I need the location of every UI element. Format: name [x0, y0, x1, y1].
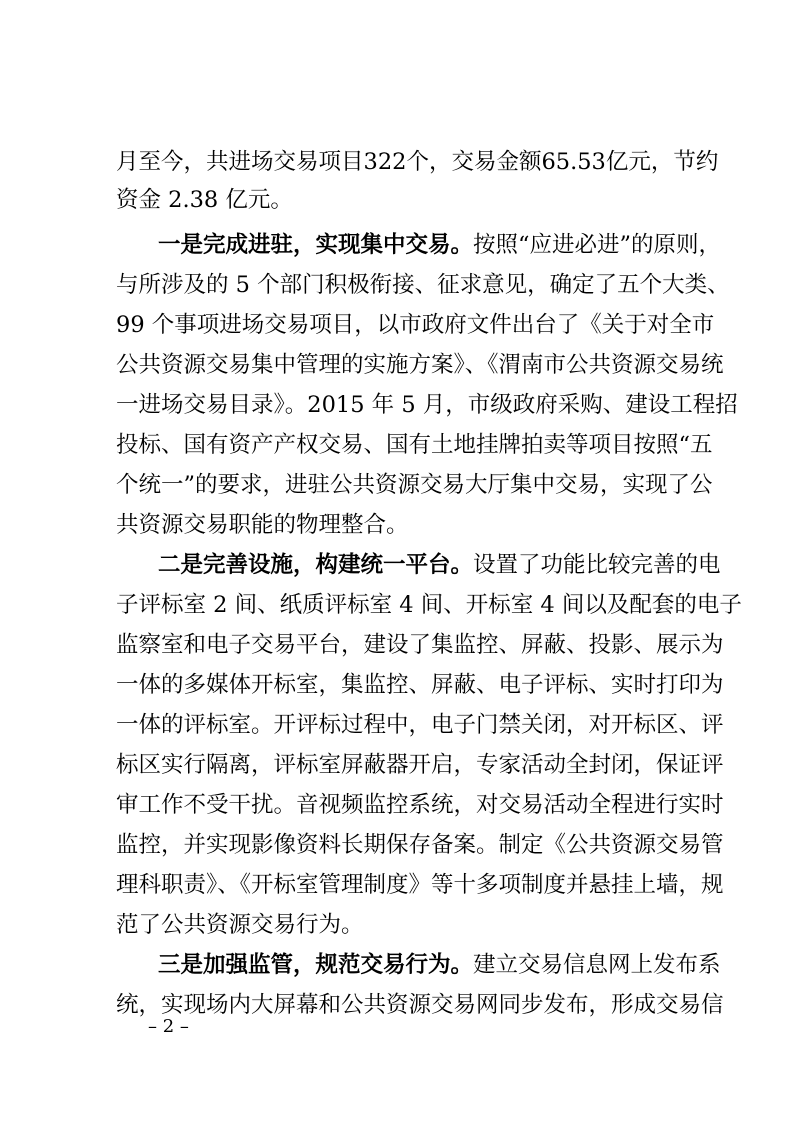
paragraph-line: 个统一”的要求，进驻公共资源交易大厅集中交易，实现了公 [116, 472, 713, 498]
paragraph-line: 月至今，共进场交易项目322个，交易金额65.53亿元，节约 [116, 149, 719, 175]
page-number: – 2 – [148, 1016, 189, 1037]
paragraph-line: 子评标室 2 间、纸质评标室 4 间、开标室 4 间以及配套的电子 [116, 592, 742, 618]
paragraph-line [158, 225, 722, 265]
paragraph-text: 建立交易信息网上发布系 [473, 952, 721, 978]
paragraph-line [158, 545, 721, 585]
paragraph-text: 按照“应进必进”的原则， [473, 232, 722, 258]
paragraph-line: 监控，并实现影像资料长期保存备案。制定《公共资源交易管 [116, 832, 724, 858]
section-heading: 二是完善设施，构建统一平台。 [158, 552, 474, 578]
paragraph-line: 标区实行隔离，评标室屏蔽器开启，专家活动全封闭，保证评 [116, 752, 724, 778]
paragraph-line: 投标、国有资产产权交易、国有土地挂牌拍卖等项目按照“五 [116, 432, 713, 458]
paragraph-line: 共资源交易职能的物理整合。 [116, 512, 409, 538]
paragraph-line: 一体的评标室。开评标过程中，电子门禁关闭，对开标区、评 [116, 712, 724, 738]
section-heading: 三是加强监管，规范交易行为。 [158, 952, 474, 978]
paragraph-line: 监察室和电子交易平台，建设了集监控、屏蔽、投影、展示为 [116, 632, 724, 658]
paragraph-line: 99 个事项进场交易项目，以市政府文件出台了《关于对全市 [116, 312, 715, 338]
paragraph-line: 统，实现场内大屏幕和公共资源交易网同步发布，形成交易信 [116, 992, 724, 1018]
paragraph-line: 审工作不受干扰。音视频监控系统，对交易活动全程进行实时 [116, 792, 724, 818]
paragraph-line: 范了公共资源交易行为。 [116, 912, 364, 938]
section-heading: 一是完成进驻，实现集中交易。 [158, 232, 474, 258]
paragraph-line [158, 945, 721, 985]
paragraph-line: 一进场交易目录》。2015 年 5 月，市级政府采购、建设工程招 [116, 392, 738, 418]
paragraph-line: 资金 2.38 亿元。 [116, 187, 293, 213]
paragraph-line: 公共资源交易集中管理的实施方案》、《渭南市公共资源交易统 [116, 352, 724, 378]
paragraph-line: 与所涉及的 5 个部门积极衔接、征求意见，确定了五个大类、 [116, 272, 730, 298]
paragraph-line: 理科职责》、《开标室管理制度》等十多项制度并悬挂上墙，规 [116, 872, 724, 898]
paragraph-text: 设置了功能比较完善的电 [473, 552, 721, 578]
paragraph-line: 一体的多媒体开标室，集监控、屏蔽、电子评标、实时打印为 [116, 672, 724, 698]
